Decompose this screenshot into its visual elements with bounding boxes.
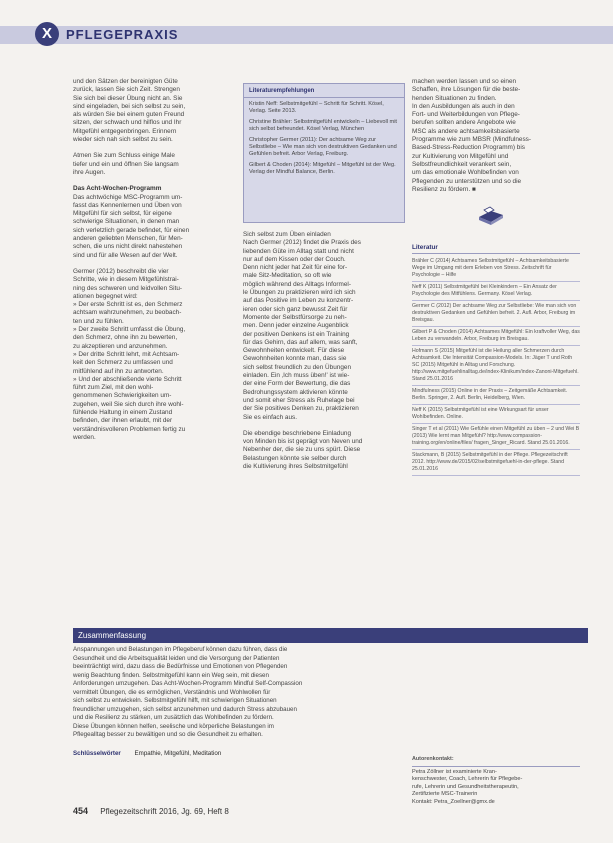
text-line: freundlicher umzugehen, sich selbst anzunehmen und dadurch Stress abzubauen (73, 705, 297, 713)
text-line: » Der zweite Schritt umfasst die Übung, (73, 326, 186, 334)
text-line: achtsam wahrzunehmen, zu beobach- (73, 309, 182, 317)
text-line: beeinträchtigt wird, dazu dass die Bedürfnisse und Emotionen von Pflegenden (73, 663, 288, 670)
text-line: Kontakt: Petra_Zoellner@gmx.de (412, 798, 495, 805)
text-line: le Übungen zu praktizieren wird ich sich (243, 289, 356, 297)
text-line: Bedrohungssystem aktivieren könnte (243, 388, 348, 396)
text-line: Nach Germer (2012) findet die Praxis des (243, 239, 361, 247)
text-line: ieren oder sich ganz bewusst Zeit für (243, 305, 348, 313)
literature-section (412, 244, 580, 476)
text-line: machen werden lassen und so einen (412, 78, 517, 85)
journal-citation: Pflegezeitschrift 2016, Jg. 69, Heft 8 (100, 807, 229, 816)
text-line: sich selbst zu entwickeln. Selbstmitgefühl hilft, mit schwierigen Situationen (73, 697, 277, 704)
text-line: Schaffen, ihre Lösungen für die beste- (412, 86, 521, 94)
left-paragraph-4 (73, 268, 233, 442)
text-line: möglich während des Alltags Informel- (243, 280, 351, 288)
recommendation-entry: Kristin Neff: Selbstmitgefühl – Schritt für Schritt. Kösel, Verlag. Seite 2013. (249, 101, 384, 115)
text-line: Anspannungen und Belastungen im Pflegeberuf können dazu führen, dass die (73, 646, 288, 653)
literature-entry: Gilbert P & Choden (2014) Achtsames Mitgefühl: Ein kraftvoller Weg, das Leben zu verwandeln. Arbor, Freiburg im Breisgau. (412, 327, 580, 346)
text-line: verständnisvolleren Problemen fertig zu (73, 425, 186, 433)
text-line: Based-Stress-Reduction Programm) bis (412, 144, 525, 152)
text-line: fasst das Kennenlernen und Üben von (73, 201, 182, 209)
text-line: schen, die uns nicht direkt nahestehen (73, 243, 183, 251)
text-line: und somit eher Stress als Ruhelage bei (243, 396, 355, 404)
text-line: wieder sich nah sich selbst zu sein. (73, 136, 173, 144)
text-line: zugehen, weil Sie sich durch ihre wohl- (73, 400, 184, 408)
text-line: einladen. Ein ‚Ich muss üben!' ist wie- (243, 372, 350, 380)
text-line: Zertifizierte MSC-Trainerin (412, 791, 478, 797)
literature-entry: Neff K (2011) Selbstmitgefühl bei Kleinkindern – Ein Ansatz der Psychologie des Mitfühlens. Germany. Kösel Verlag. (412, 282, 580, 301)
text-line: mitfühlend auf ihn zu antworten. (73, 367, 164, 375)
subheading-program: Das Acht-Wochen-Programm (73, 185, 162, 193)
text-line: Gewohnheiten konnte man, dass sie (243, 355, 347, 363)
left-intro-paragraph (73, 78, 233, 144)
text-line: Gewohnheiten entwickelt. Für diese (243, 347, 345, 355)
text-line: Pflegenden zu unterstützen und so die (412, 177, 522, 185)
text-line: Programme wie zum MBSR (Mindfulness- (412, 136, 531, 144)
text-line: Mitgefühl entgegenbringen. Erinnern (73, 127, 177, 135)
text-line: Atmen Sie zum Schluss einige Male (73, 152, 175, 160)
literature-entry: Singer T et al (2011) Wie Gefühle einen Mitgefühl zu üben – 2 und Wei B (2013) Wie lernt man Mitgefühl? http://www.compassion-training.org/en/online/files/ fragen_Singer_Ricard. Stand 25.01.2016. (412, 424, 580, 450)
summary-section (73, 628, 587, 773)
text-line: Mitgefühl für sich selbst, für eigene (73, 210, 172, 218)
text-line: Petra Zöllner ist examinierte Kran- (412, 768, 497, 775)
text-line: MSC als andere achtsamkeitsbasierte (412, 127, 520, 135)
text-line: führt zum Ziel, mit den wohl- (73, 384, 154, 392)
text-line: Die ebendige beschriebene Einladung (243, 429, 352, 437)
literature-entry: Mindfulness (2015) Online in der Praxis – Zeitgemäße Achtsamkeit. Berlin. Springer, 2. Aufl. Berlin, Heidelberg, Wien. (412, 386, 580, 405)
right-paragraph (412, 78, 580, 194)
author-contact (412, 756, 580, 806)
text-line: ihre Augen. (73, 168, 106, 176)
text-line: Gesundheit und die Arbeitsqualität leiden und die Versorgung der Patienten (73, 654, 280, 662)
page-footer (73, 806, 229, 816)
text-line: vermittelt Übungen, die es ermöglichen, Verständnis und Wohlwollen für (73, 688, 271, 696)
text-line: male Sitz-Meditation, so oft wie (243, 272, 332, 280)
page-number: 454 (73, 806, 89, 816)
text-line: rufe, Lehrerin und Gesundheitstherapeutin, (412, 783, 519, 790)
text-line: fühlende Haltung in einem Zustand (73, 408, 173, 416)
section-header (0, 22, 613, 50)
literature-entry: Germer C (2012) Der achtsame Weg zur Selbstliebe: Wie man sich von destruktiven Gedanken und Gefühlen befreit. 2. Aufl. Arbor, Freiburg im Breisgau. (412, 301, 580, 327)
keywords (73, 750, 221, 757)
text-line: ten und zu fühlen. (73, 317, 124, 325)
middle-paragraph-2 (243, 430, 403, 471)
text-line: » Der erste Schritt ist es, den Schmerz (73, 301, 183, 309)
column-left (73, 78, 233, 450)
text-line: ationen begegnet wird: (73, 292, 138, 300)
recommendation-title: Literaturempfehlungen (244, 84, 404, 98)
text-line: befinden, der ihnen erlaubt, mit der (73, 417, 173, 425)
recommendation-box (243, 83, 405, 223)
text-line: der positiven Denkens ist ein Training (243, 330, 350, 338)
recommendation-entry: Christopher Germer (2011): Der achtsame Weg zur Selbstliebe – Wie man sich von destruktiven Gedanken und Gefühlen befreit. Arbor Verlag, Freiburg. (249, 136, 397, 158)
text-line: zu akzeptieren und anzunehmen. (73, 342, 168, 350)
keywords-label: Schlüsselwörter (73, 750, 121, 757)
text-line: Das achtwöchige MSC-Programm um- (73, 193, 183, 201)
literature-title: Literatur (412, 244, 580, 254)
summary-text (73, 646, 418, 740)
text-line: Sie sich bei dieser Übung nicht an. Sie (73, 94, 183, 102)
column-middle (243, 231, 403, 479)
text-line: sitzen, der schwach und hilflos und Ihr (73, 119, 182, 127)
text-line: zurück, lassen Sie sich Zeit. Strengen (73, 86, 180, 94)
column-right (412, 78, 580, 202)
middle-paragraph-1 (243, 231, 403, 422)
text-line: » Der dritte Schritt lehrt, mit Achtsam- (73, 350, 180, 358)
recommendation-list (244, 98, 404, 183)
text-line: kenschwester, Coach, Lehrerin für Pflegebe- (412, 776, 523, 782)
text-line: Momente der Selbstfürsorge zu neh- (243, 313, 347, 321)
text-line: werden. (73, 433, 96, 441)
text-line: als würden Sie bei einem guten Freund (73, 111, 185, 119)
text-line: von Minden bis ist geprägt von Neven und (243, 438, 363, 446)
text-line: genommenen Schwierigkeiten um- (73, 392, 172, 400)
text-line: auf das Positive im Leben zu konzentr- (243, 297, 354, 305)
book-icon (476, 203, 506, 227)
literature-entry: Neff K (2015) Selbstmitgefühl ist eine Wirkungsart für unser Wohlbefinden. Online. (412, 405, 580, 424)
text-line: der Sie positives Denken zu, praktizieren (243, 405, 359, 413)
author-contact-body (412, 769, 580, 807)
literature-list (412, 256, 580, 476)
text-line: sich verletzlich gerade befindet, für einen (73, 226, 190, 234)
text-line: und den Sätzen der bereinigten Güte (73, 78, 178, 85)
text-line: sind und für alle Wesen auf der Welt. (73, 251, 178, 259)
summary-title: Zusammenfassung (73, 628, 588, 643)
text-line: berufen sollten andere Angebote wie (412, 119, 516, 127)
text-line: Anforderungen umzugehen. Das Acht-Wochen-Programm Mindful Self-Compassion (73, 680, 303, 687)
literature-entry: Hofmann S (2015) Mitgefühl ist die Heilung aller Schmerzen durch Achtsamkeit. Die Intensität Compassion-Models. In: Jäger T und Roth SC (2015) Mitgefühl in Alltag und Forschung. http://www.mitgefuehlinalltag.de/index-Klinikum/index-Zanoni-Mitgefuehl. Stand 25.01.2016 (412, 346, 580, 386)
text-line: nur auf dem Kissen oder der Couch. (243, 255, 346, 263)
text-line: sind eingeladen, bei sich selbst zu sein, (73, 102, 186, 110)
recommendation-entry: Gilbert & Choden (2014): Mitgefühl – Mitgefühl ist der Weg. Verlag der Mindful Balance, Berlin. (249, 161, 396, 176)
text-line: wenig Beachtung finden. Selbstmitgefühl kann ein Weg sein, mit diesen (73, 671, 269, 679)
text-line: Pflegealltag besser zu bewältigen und so die Gesundheit zu erhalten. (73, 731, 263, 738)
section-title: PFLEGEPRAXIS (66, 27, 179, 42)
text-line: anderen geliebten Menschen, für Men- (73, 235, 183, 243)
left-paragraph-3 (73, 194, 233, 260)
left-paragraph-2 (73, 152, 233, 177)
text-line: Selbstfreundlichkeit verankert sein, (412, 160, 512, 168)
text-line: die Kultivierung ihres Selbstmitgefühl (243, 463, 348, 471)
section-icon: X (35, 22, 59, 46)
text-line: henden Situationen zu finden. (412, 94, 497, 102)
text-line: um das emotionale Wohlbefinden von (412, 169, 519, 177)
text-line: und die Resilienz zu stärken, um zusätzlich das Wohlbefinden zu fördern. (73, 714, 274, 721)
text-line: Nebenher der, die sie zu uns spürt. Diese (243, 446, 361, 454)
text-line: den Schmerz, ohne ihn zu bewerten, (73, 334, 178, 342)
text-line: Sich selbst zum Üben einladen (243, 231, 331, 238)
text-line: Sie es einfach aus. (243, 413, 297, 421)
text-line: tiefer und ein und öffnen Sie langsam (73, 160, 179, 168)
text-line: Diese Übungen können helfen, seelische und körperliche Belastungen im (73, 722, 274, 730)
text-line: zur Kultivierung von Mitgefühl und (412, 152, 509, 160)
keywords-value: Empathie, Mitgefühl, Meditation (134, 750, 222, 757)
text-line: In den Ausbildungen als auch in den (412, 102, 515, 110)
recommendation-entry: Christine Brähler: Selbstmitgefühl entwickeln – Liebevoll mit sich selbst befreundet. Kösel Verlag, München (249, 118, 397, 133)
text-line: Germer (2012) beschreibt die vier (73, 267, 169, 275)
text-line: men. Denn jeder einzelne Augenblick (243, 322, 349, 330)
text-line: » Und der abschließende vierte Schritt (73, 375, 182, 383)
text-line: ning des schweren und leidvollen Situ- (73, 284, 183, 292)
text-line: Schritte, wie in diesem Mitgefühlstrai- (73, 276, 179, 284)
text-line: liebenden Güte im Alltag statt und nicht (243, 247, 354, 255)
text-line: Denn nicht jeder hat Zeit für eine for- (243, 264, 348, 272)
text-line: Resilienz zu fördern. ■ (412, 185, 476, 193)
author-contact-title: Autorenkontakt: (412, 756, 580, 767)
text-line: Fort- und Weiterbildungen von Pflege- (412, 111, 520, 119)
text-line: der eine Form der Bewertung, die das (243, 380, 351, 388)
text-line: Belastungen könnte sie selber durch (243, 454, 347, 462)
text-line: schwierige Situationen, in denen man (73, 218, 180, 226)
text-line: keit den Schmerz zu umfassen und (73, 359, 173, 367)
literature-entry: Stackmann, B (2015) Selbstmitgefühl in der Pflege. Pflegezeitschrift 2012. http://www.de/2015/02/selbstmitgefuehl-in-der-pflege. Stand 25.01.2016 (412, 450, 580, 476)
text-line: sich selbst freundlich zu den Übungen (243, 363, 351, 371)
text-line: für das Gehirn, das auf allem, was sanft, (243, 338, 358, 346)
literature-entry: Brähler C (2014) Achtsames Selbstmitgefühl – Achtsamkeitsbasierte Wege im Umgang mit dem Erleben von Stress. Zeitschrift für Psychologie – Hilfe (412, 256, 580, 282)
